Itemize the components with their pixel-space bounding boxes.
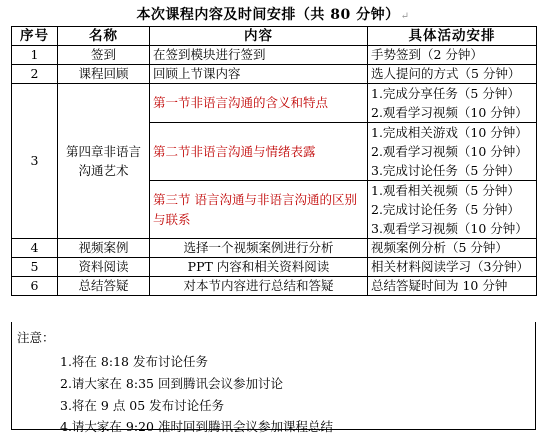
activity-item: 1.完成相关游戏（10 分钟）	[371, 125, 528, 140]
table-row	[12, 258, 537, 277]
header-activity: 具体活动安排	[368, 27, 537, 46]
activity-item: 2.观看学习视频（10 分钟）	[371, 105, 528, 120]
row-name: 资料阅读	[58, 258, 150, 277]
header-no: 序号	[12, 27, 58, 46]
table-row	[12, 46, 537, 65]
notes-label: 注意：	[17, 330, 55, 345]
section-2-activities	[368, 123, 537, 181]
row-name: 第四章非语言沟通艺术	[58, 84, 150, 239]
header-content: 内容	[150, 27, 368, 46]
table-row	[12, 65, 537, 84]
row-content: 在签到模块进行签到	[150, 46, 368, 65]
note-item: 2.请大家在 8:35 回到腾讯会议参加讨论	[60, 376, 283, 391]
row-no: 4	[12, 239, 58, 258]
row-no: 2	[12, 65, 58, 84]
paragraph-mark-icon: ↵	[400, 11, 410, 22]
document-title	[0, 4, 546, 24]
row-no: 1	[12, 46, 58, 65]
table-header-row	[12, 27, 537, 46]
row-name: 总结答疑	[58, 277, 150, 296]
row-name: 课程回顾	[58, 65, 150, 84]
notes-box	[11, 322, 536, 434]
section-2-content: 第二节非语言沟通与情绪表露	[150, 123, 368, 181]
title-text: 本次课程内容及时间安排（共 80 分钟）	[136, 7, 400, 23]
row-content: PPT 内容和相关资料阅读	[150, 258, 368, 277]
row-activity: 视频案例分析（5 分钟）	[368, 239, 537, 258]
note-item: 1.将在 8:18 发布讨论任务	[60, 354, 208, 369]
note-item: 4.请大家在 9:20 准时回到腾讯会议参加课程总结	[60, 419, 333, 434]
row-content: 对本节内容进行总结和答疑	[150, 277, 368, 296]
row-name: 视频案例	[58, 239, 150, 258]
schedule-table	[11, 26, 537, 296]
row-name: 签到	[58, 46, 150, 65]
row-no: 6	[12, 277, 58, 296]
row-activity: 选人提问的方式（5 分钟）	[368, 65, 537, 84]
activity-item: 3.观看学习视频（10 分钟）	[371, 221, 528, 236]
section-1-content: 第一节非语言沟通的含义和特点	[150, 84, 368, 123]
note-item: 3.将在 9 点 05 发布讨论任务	[60, 398, 225, 413]
section-3-activities	[368, 181, 537, 239]
section-1-activities	[368, 84, 537, 123]
header-name: 名称	[58, 27, 150, 46]
row-activity: 总结答疑时间为 10 分钟	[368, 277, 537, 296]
row-activity: 手势签到（2 分钟）	[368, 46, 537, 65]
activity-item: 3.完成讨论任务（5 分钟）	[371, 163, 520, 178]
activity-item: 1.完成分享任务（5 分钟）	[371, 86, 520, 101]
table-row	[12, 84, 537, 123]
section-3-content: 第三节 语言沟通与非语言沟通的区别与联系	[150, 181, 368, 239]
row-content: 回顾上节课内容	[150, 65, 368, 84]
row-activity: 相关材料阅读学习（3分钟）	[368, 258, 537, 277]
activity-item: 2.完成讨论任务（5 分钟）	[371, 202, 520, 217]
row-no: 3	[12, 84, 58, 239]
table-row	[12, 239, 537, 258]
table-row	[12, 277, 537, 296]
row-content: 选择一个视频案例进行分析	[150, 239, 368, 258]
row-no: 5	[12, 258, 58, 277]
activity-item: 1.观看相关视频（5 分钟）	[371, 183, 520, 198]
activity-item: 2.观看学习视频（10 分钟）	[371, 144, 528, 159]
